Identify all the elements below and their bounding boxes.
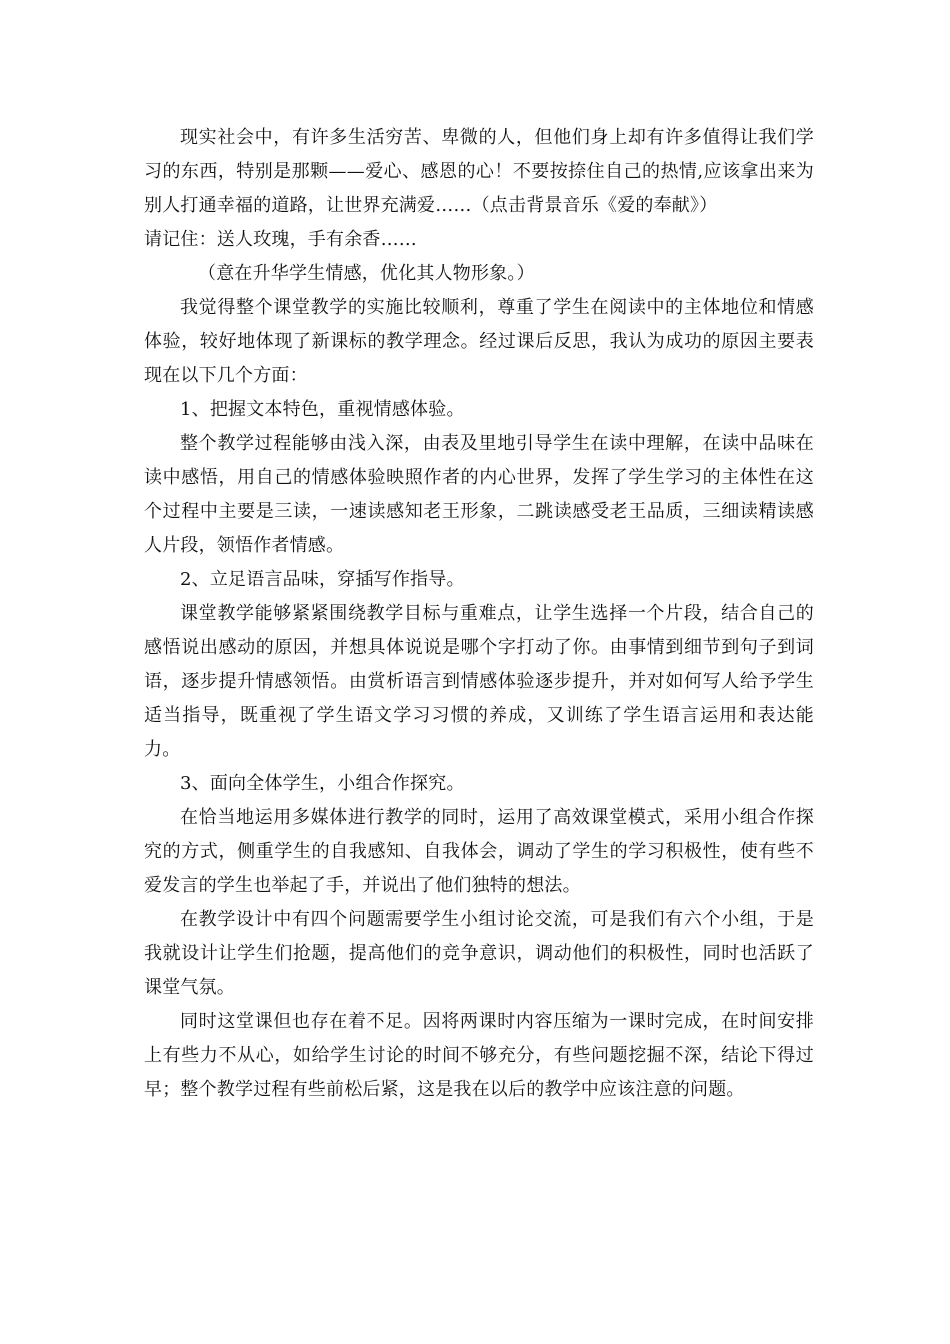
heading-point-3: 3、面向全体学生，小组合作探究。 [180, 773, 465, 794]
document-body [144, 121, 814, 1107]
paragraph-reflection: 我觉得整个课堂教学的实施比较顺利，尊重了学生在阅读中的主体地位和情感体验，较好地体现了新课标的教学理念。经过课后反思，我认为成功的原因主要表现在以下几个方面： [144, 297, 814, 386]
paragraph-point-3: 在恰当地运用多媒体进行教学的同时，运用了高效课堂模式，采用小组合作探究的方式，侧重学生的自我感知、自我体会，调动了学生的学习积极性，使有些不爱发言的学生也举起了手，并说出了他们独特的想法。 [144, 807, 814, 896]
paragraph-shortcomings: 同时这堂课但也存在着不足。因将两课时内容压缩为一课时完成，在时间安排上有些力不从心，如给学生讨论的时间不够充分，有些问题挖掘不深，结论下得过早；整个教学过程有些前松后紧，这是我在以后的教学中应该注意的问题。 [144, 1011, 814, 1100]
paragraph-note: （意在升华学生情感，优化其人物形象。） [198, 263, 535, 284]
paragraph-intro: 现实社会中，有许多生活穷苦、卑微的人，但他们身上却有许多值得让我们学习的东西，特别是那颗——爱心、感恩的心！不要按捺住自己的热情,应该拿出来为别人打通幸福的道路，让世界充满爱……（点击背景音乐《爱的奉献》） [144, 127, 814, 216]
paragraph-group-discussion: 在教学设计中有四个问题需要学生小组讨论交流，可是我们有六个小组，于是我就设计让学生们抢题，提高他们的竞争意识，调动他们的积极性，同时也活跃了课堂气氛。 [144, 909, 814, 998]
paragraph-point-1: 整个教学过程能够由浅入深，由表及里地引导学生在读中理解，在读中品味在读中感悟，用自己的情感体验映照作者的内心世界，发挥了学生学习的主体性在这个过程中主要是三读，一速读感知老王形象，二跳读感受老王品质，三细读精读感人片段，领悟作者情感。 [144, 433, 814, 556]
paragraph-point-2: 课堂教学能够紧紧围绕教学目标与重难点，让学生选择一个片段，结合自己的感悟说出感动的原因，并想具体说说是哪个字打动了你。由事情到细节到句子到词语，逐步提升情感领悟。由赏析语言到情感体验逐步提升，并对如何写人给予学生适当指导，既重视了学生语文学习习惯的养成，又训练了学生语言运用和表达能力。 [144, 603, 814, 760]
heading-point-1: 1、把握文本特色，重视情感体验。 [180, 399, 465, 420]
paragraph-remember: 请记住：送人玫瑰，手有余香…… [144, 229, 417, 250]
heading-point-2: 2、立足语言品味，穿插写作指导。 [180, 569, 465, 590]
